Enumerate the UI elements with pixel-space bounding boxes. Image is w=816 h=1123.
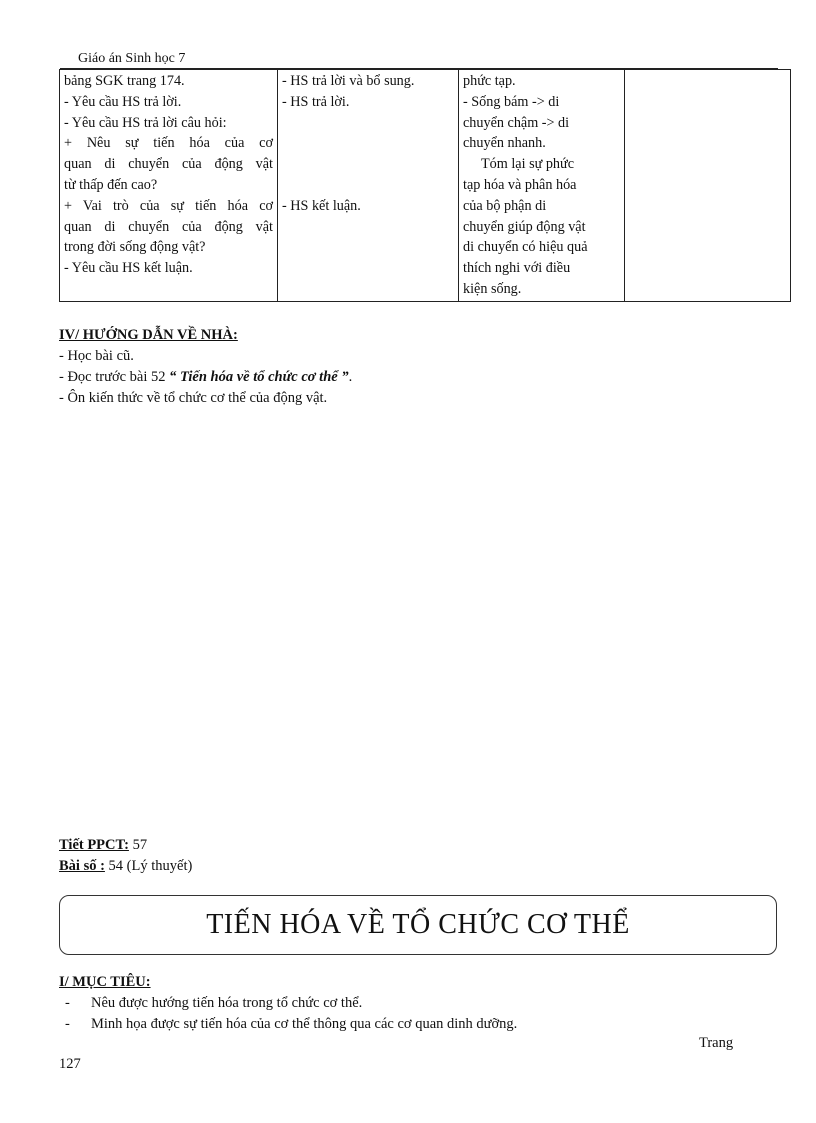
- bullet-dash: -: [65, 1016, 70, 1032]
- lesson-title: TIẾN HÓA VỀ TỔ CHỨC CƠ THỂ: [206, 909, 630, 940]
- homework-item-prefix: - Đọc trước bài 52: [59, 369, 170, 385]
- footer-page-label: Trang: [699, 1035, 734, 1051]
- content-cell: [459, 70, 625, 302]
- teacher-line: trong đời sống động vật?: [64, 239, 206, 256]
- content-line: của bộ phận di: [463, 197, 547, 214]
- lesson-number-value: 54 (Lý thuyết): [104, 858, 193, 874]
- teacher-line: từ thấp đến cao?: [64, 176, 158, 193]
- bullet-dash: -: [65, 995, 70, 1011]
- table-row: [60, 70, 791, 302]
- teacher-line: - Yêu cầu HS kết luận.: [64, 260, 193, 277]
- content-line: kiện sống.: [463, 280, 522, 297]
- objective-text: Minh họa được sự tiến hóa của cơ thể thông qua các cơ quan dinh dưỡng.: [91, 1016, 518, 1032]
- content-line: chuyển nhanh.: [463, 135, 546, 152]
- lesson-number-line: [59, 856, 192, 877]
- content-line: Tóm lại sự phức: [481, 156, 575, 173]
- objective-item: [59, 993, 759, 1014]
- teacher-line: + Nêu sự tiến hóa của cơ: [64, 135, 273, 152]
- ppct-label: Tiết PPCT:: [59, 837, 129, 853]
- teacher-line: + Vai trò của sự tiến hóa cơ: [64, 197, 273, 214]
- teacher-line: - Yêu cầu HS trả lời câu hỏi:: [64, 114, 227, 131]
- content-line: phức tạp.: [463, 73, 516, 89]
- lesson-info: [59, 835, 192, 877]
- student-line: - HS trả lời và bổ sung.: [282, 73, 415, 89]
- homework-heading: IV/ HƯỚNG DẪN VỀ NHÀ:: [59, 327, 238, 343]
- ppct-line: [59, 835, 192, 856]
- empty-cell: [625, 70, 791, 302]
- content-line: tạp hóa và phân hóa: [463, 176, 577, 193]
- homework-item: [59, 367, 352, 388]
- homework-section: [59, 325, 352, 409]
- student-line: - HS trả lời.: [282, 93, 350, 110]
- objectives-heading: I/ MỤC TIÊU:: [59, 974, 151, 990]
- teacher-line: quan di chuyển của động vật: [64, 218, 273, 235]
- student-activity-cell: [278, 70, 459, 302]
- lesson-table: [59, 69, 791, 302]
- teacher-line: - Yêu cầu HS trả lời.: [64, 93, 182, 110]
- content-line: - Sống bám -> di: [463, 93, 560, 110]
- content-line: chuyển giúp động vật: [463, 218, 586, 235]
- next-lesson-title: “ Tiến hóa về tổ chức cơ thể ”: [169, 369, 349, 385]
- teacher-line: quan di chuyển của động vật: [64, 156, 273, 173]
- homework-item-suffix: .: [348, 369, 353, 385]
- lesson-number-label: Bài số :: [59, 858, 105, 874]
- teacher-line: bảng SGK trang 174.: [64, 73, 185, 89]
- content-line: di chuyển có hiệu quả: [463, 239, 588, 256]
- page-header: [60, 50, 778, 69]
- objective-text: Nêu được hướng tiến hóa trong tổ chức cơ thể.: [91, 995, 363, 1011]
- cell-spacer: [282, 113, 454, 196]
- footer-page-number: 127: [59, 1056, 81, 1072]
- header-text: Giáo án Sinh học 7: [78, 51, 186, 66]
- content-line: thích nghi với điều: [463, 260, 571, 277]
- teacher-activity-cell: [60, 70, 278, 302]
- student-line: - HS kết luận.: [282, 197, 361, 214]
- ppct-value: 57: [128, 837, 148, 853]
- homework-item: - Học bài cũ.: [59, 348, 134, 364]
- lesson-title-box: [59, 895, 777, 955]
- objectives-section: [59, 972, 759, 1035]
- objective-item: [59, 1014, 759, 1035]
- homework-item: - Ôn kiến thức về tổ chức cơ thể của động vật.: [59, 390, 328, 406]
- content-line: chuyển chậm -> di: [463, 114, 570, 131]
